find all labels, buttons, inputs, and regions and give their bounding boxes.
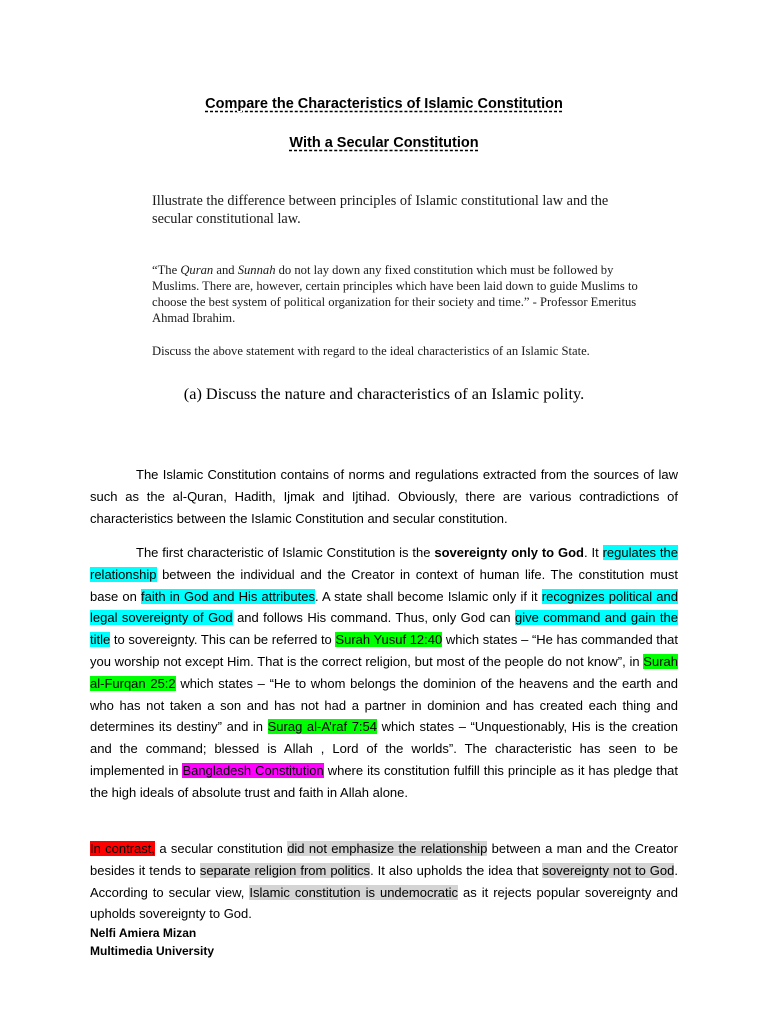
question-discuss: Discuss the above statement with regard to the ideal characteristics of an Islamic State. <box>152 344 590 358</box>
paragraph-intro-text: The Islamic Constitution contains of norms and regulations extracted from the sources of law such as the al-Quran, Hadith, Ijmak and Ijtihad. Obviously, there are various contradictions of characteristics between the Islamic Constitution and secular constitution. <box>90 467 678 526</box>
author-name: Nelfi Amiera Mizan <box>90 926 197 940</box>
highlight-in-contrast: In contrast, <box>90 841 156 856</box>
highlight-undemocratic: Islamic constitution is undemocratic <box>249 884 459 900</box>
paragraph-intro <box>90 464 678 529</box>
highlight-surah-furqan: Surah al-Furqan 25:2 <box>90 653 678 691</box>
highlight-regulates: regulates the relationship <box>90 545 679 582</box>
highlight-not-emphasize: did not emphasize the relationship <box>287 841 488 856</box>
question-quote: “The Quran and Sunnah do not lay down any fixed constitution which must be followed by Muslims. There are, however, certain principles which have been laid down to guide Muslims to choose the best system of political organization for their society and time.” - Professor Emeritus Ahmad Ibrahim. <box>152 263 638 325</box>
question-a: (a) Discuss the nature and characteristics of an Islamic polity. <box>183 384 585 403</box>
highlight-recognizes: recognizes political and legal sovereignty of God <box>90 588 678 626</box>
university-name: Multimedia University <box>90 944 215 958</box>
document-subtitle: With a Secular Constitution <box>289 135 479 151</box>
highlight-sovereignty-not-god: sovereignty not to God <box>542 862 675 878</box>
highlight-surah-araf: Surag al-A’raf 7:54 <box>267 719 378 735</box>
highlight-faith: faith in God and His attributes <box>140 588 315 604</box>
document-title: Compare the Characteristics of Islamic Constitution <box>205 96 563 112</box>
scanned-question-image <box>130 188 650 368</box>
paragraph-first-characteristic: The first characteristic of Islamic Constitution is the sovereignty only to God. It regulates the relationship between the individual and the Creator in context of human life. The constitution must base on faith in God and His attributes. A state shall become Islamic only if it recognizes political and legal sovereignty of God and follows His command. Thus, only God can give command and gain the title to sovereignty. This can be referred to Surah Yusuf 12:40 which states – “He has commanded that you worship not except Him. That is the correct religion, but most of the people do not know”, in Surah al-Furqan 25:2 which states – “He to whom belongs the dominion of the heavens and the earth and who has not taken a son and has not had a partner in dominion and has created each thing and determines its destiny” and in Surag al-A’raf 7:54 which states – “Unquestionably, His is the creation and the command; blessed is Allah , Lord of the worlds”. The characteristic has seen to be implemented in Bangladesh Constitution where its constitution fulfill this principle as it has pledge that the high ideals of absolute trust and faith in Allah alone. <box>90 545 679 800</box>
highlight-separate-religion: separate religion from politics <box>199 862 371 878</box>
bold-sovereignty: sovereignty only to God <box>434 545 584 560</box>
highlight-command: give command and gain the title <box>90 610 678 648</box>
question-illustrate: Illustrate the difference between principles of Islamic constitutional law and the secular constitutional law. <box>152 193 609 227</box>
highlight-bangladesh: Bangladesh Constitution <box>182 762 324 778</box>
paragraph-secular-contrast: In contrast, a secular constitution did not emphasize the relationship between a man and the Creator besides it tends to separate religion from politics. It also upholds the idea that sovereignty not to God. According to secular view, Islamic constitution is undemocratic as it rejects popular sovereignty and upholds sovereignty to God. <box>90 841 678 922</box>
highlight-surah-yusuf: Surah Yusuf 12:40 <box>335 632 443 648</box>
